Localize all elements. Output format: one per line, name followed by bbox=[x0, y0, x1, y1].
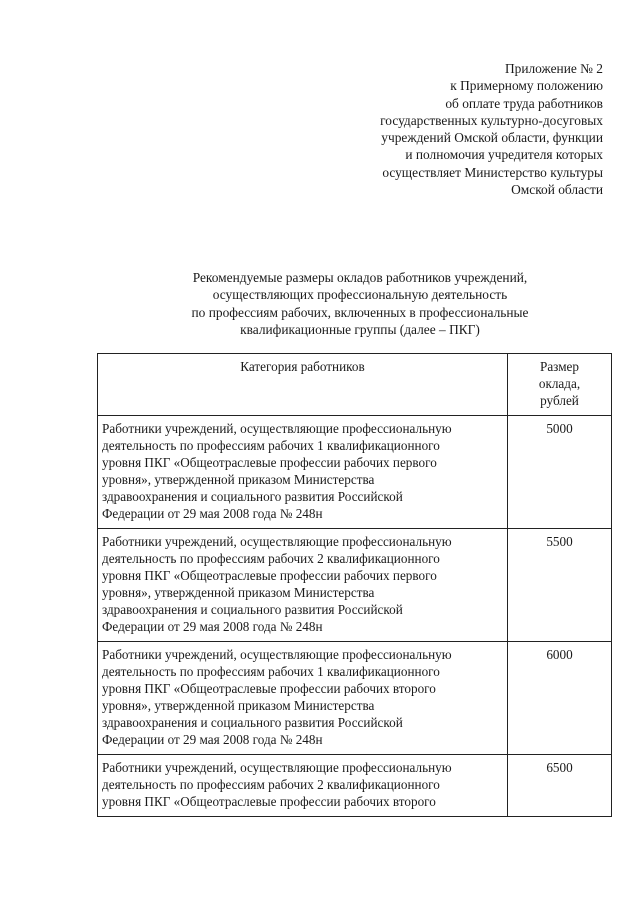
category-cell bbox=[98, 642, 508, 755]
category-line: деятельность по профессиям рабочих 1 квалификационного bbox=[102, 438, 440, 453]
appendix-line: и полномочия учредителя которых bbox=[405, 147, 603, 163]
category-line: Работники учреждений, осуществляющие профессиональную bbox=[102, 760, 452, 775]
header-size-line: рублей bbox=[540, 393, 579, 408]
category-line: здравоохранения и социального развития Российской bbox=[102, 489, 403, 504]
appendix-line: государственных культурно-досуговых bbox=[380, 112, 603, 128]
salary-cell: 5000 bbox=[508, 416, 612, 529]
table-header-row bbox=[98, 354, 612, 416]
salary-cell: 5500 bbox=[508, 529, 612, 642]
table-row bbox=[98, 642, 612, 755]
salary-table bbox=[97, 353, 612, 817]
category-line: уровня ПКГ «Общеотраслевые профессии рабочих первого bbox=[102, 568, 437, 583]
title-line: по профессиям рабочих, включенных в профессиональные bbox=[191, 304, 529, 320]
category-line: деятельность по профессиям рабочих 2 квалификационного bbox=[102, 551, 440, 566]
category-line: уровня», утвержденной приказом Министерства bbox=[102, 698, 375, 713]
category-line: деятельность по профессиям рабочих 1 квалификационного bbox=[102, 664, 440, 679]
category-cell bbox=[98, 416, 508, 529]
appendix-line: об оплате труда работников bbox=[445, 95, 603, 111]
category-line: уровня ПКГ «Общеотраслевые профессии рабочих второго bbox=[102, 681, 436, 696]
category-line: деятельность по профессиям рабочих 2 квалификационного bbox=[102, 777, 440, 792]
appendix-line: учреждений Омской области, функции bbox=[381, 130, 603, 146]
category-cell bbox=[98, 755, 508, 817]
appendix-line: к Примерному положению bbox=[450, 78, 603, 94]
category-line: уровня ПКГ «Общеотраслевые профессии рабочих первого bbox=[102, 455, 437, 470]
header-size-line: оклада, bbox=[538, 376, 581, 391]
title-line: квалификационные группы (далее – ПКГ) bbox=[240, 321, 480, 337]
salary-cell: 6500 bbox=[508, 755, 612, 817]
appendix-line: Приложение № 2 bbox=[504, 61, 603, 76]
header-salary-size bbox=[508, 354, 612, 416]
appendix-line: осуществляет Министерство культуры bbox=[382, 164, 603, 180]
category-cell bbox=[98, 529, 508, 642]
category-line: уровня», утвержденной приказом Министерства bbox=[102, 472, 375, 487]
document-title bbox=[90, 269, 630, 338]
table-row bbox=[98, 416, 612, 529]
category-line: Работники учреждений, осуществляющие профессиональную bbox=[102, 647, 452, 662]
category-line: Работники учреждений, осуществляющие профессиональную bbox=[102, 421, 452, 436]
category-line: уровня ПКГ «Общеотраслевые профессии рабочих второго bbox=[102, 794, 436, 809]
salary-cell: 6000 bbox=[508, 642, 612, 755]
category-line: здравоохранения и социального развития Российской bbox=[102, 715, 403, 730]
table-row bbox=[98, 755, 612, 817]
category-line: здравоохранения и социального развития Российской bbox=[102, 602, 403, 617]
title-line: осуществляющих профессиональную деятельность bbox=[212, 287, 508, 303]
header-size-line: Размер bbox=[539, 359, 579, 374]
appendix-line: Омской области bbox=[511, 182, 603, 198]
category-line: уровня», утвержденной приказом Министерства bbox=[102, 585, 375, 600]
appendix-header bbox=[303, 60, 603, 198]
category-line: Работники учреждений, осуществляющие профессиональную bbox=[102, 534, 452, 549]
category-line: Федерации от 29 мая 2008 года № 248н bbox=[102, 506, 323, 521]
category-line: Федерации от 29 мая 2008 года № 248н bbox=[102, 732, 323, 747]
title-line: Рекомендуемые размеры окладов работников учреждений, bbox=[192, 270, 528, 285]
category-line: Федерации от 29 мая 2008 года № 248н bbox=[102, 619, 323, 634]
table-row bbox=[98, 529, 612, 642]
header-category: Категория работников bbox=[98, 354, 508, 416]
